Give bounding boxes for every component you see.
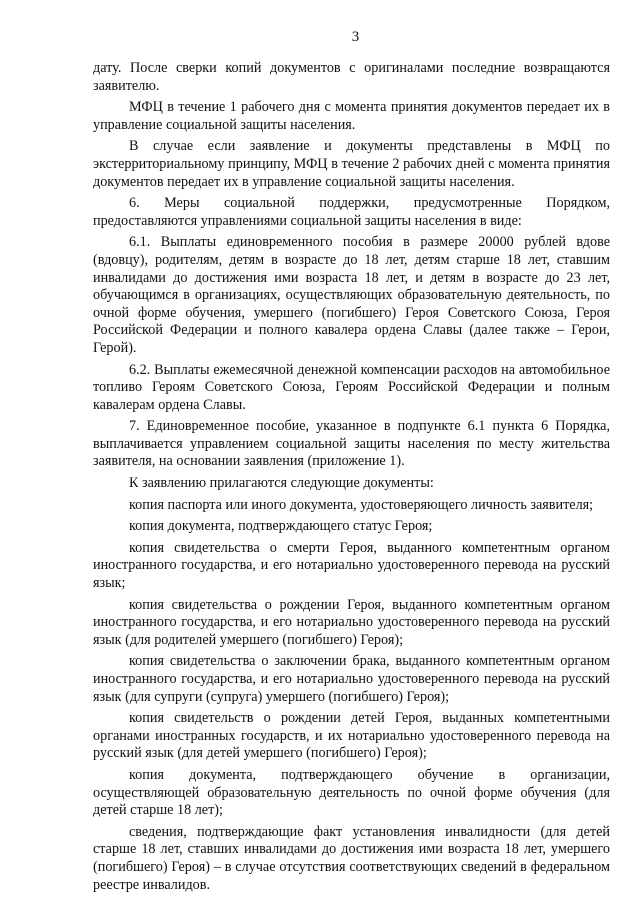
list-item-death-certificate: копия свидетельства о смерти Героя, выданного компетентным органом иностранного государства, и его нотариально удостоверенного перевода на русский язык; (93, 539, 610, 592)
paragraph-documents-intro: К заявлению прилагаются следующие документы: (129, 475, 434, 492)
list-item-education-document: копия документа, подтверждающего обучение в организации, осуществляющей образовательную деятельность по очной форме обучения (для детей старше 18 лет); (93, 766, 610, 819)
list-item-hero-status: копия документа, подтверждающего статус Героя; (129, 518, 433, 535)
paragraph-mfc-transfer: МФЦ в течение 1 рабочего дня с момента принятия документов передает их в управление социальной защиты населения. (93, 99, 610, 133)
list-item-children-birth-certificates: копия свидетельств о рождении детей Героя, выданных компетентными органами иностранных государств, и их нотариально удостоверенного перевода на русский язык (для детей умершего (погибшего) Героя); (93, 710, 610, 762)
list-item-marriage-certificate: копия свидетельства о заключении брака, выданного компетентным органом иностранного государства, и его нотариально удостоверенного перевода на русский язык (для супруги (супруга) умершего (погибшего) Героя); (93, 653, 610, 705)
paragraph-item-6: 6. Меры социальной поддержки, предусмотренные Порядком, предоставляются управлениями социальной защиты населения в виде: (93, 195, 610, 229)
list-item-passport: копия паспорта или иного документа, удостоверяющего личность заявителя; (129, 496, 594, 513)
paragraph-continuation: дату. После сверки копий документов с оригиналами последние возвращаются заявителю. (93, 60, 610, 94)
document-body (93, 60, 610, 894)
paragraph-item-6-2: 6.2. Выплаты ежемесячной денежной компенсации расходов на автомобильное топливо Героям Советского Союза, Героям Российской Федерации и полным кавалерам ордена Славы. (93, 361, 610, 413)
paragraph-item-6-1: 6.1. Выплаты единовременного пособия в размере 20000 рублей вдове (вдовцу), родителям, детям в возрасте до 18 лет, детям старше 18 лет, ставшим инвалидами до достижения ими возраста 18 лет, и детям в возрасте до 23 лет, обучающимся в организациях, осуществляющих образовательную деятельность, по очной форме обучения, умершего (погибшего) Героя Советского Союза, Героя Российской Федерации и полного кавалера ордена Славы (далее также – Герои, Герой). (93, 234, 610, 356)
paragraph-extraterritorial: В случае если заявление и документы представлены в МФЦ по экстерриториальному принципу, МФЦ в течение 2 рабочих дней с момента принятия документов передает их в управление социальной защиты населения. (93, 138, 610, 190)
paragraph-item-7: 7. Единовременное пособие, указанное в подпункте 6.1 пункта 6 Порядка, выплачивается управлением социальной защиты населения по месту жительства заявителя, на основании заявления (приложение 1). (93, 418, 610, 470)
list-item-birth-certificate: копия свидетельства о рождении Героя, выданного компетентным органом иностранного государства, и его нотариально удостоверенного перевода на русский язык (для родителей умершего (погибшего) Героя); (93, 596, 610, 648)
list-item-disability-info: сведения, подтверждающие факт установления инвалидности (для детей старше 18 лет, ставших инвалидами до достижения ими возраста 18 лет, умершего (погибшего) Героя) – в случае отсутствия соответствующих сведений в федеральном реестре инвалидов. (93, 823, 610, 893)
page-number: 3 (351, 29, 360, 45)
